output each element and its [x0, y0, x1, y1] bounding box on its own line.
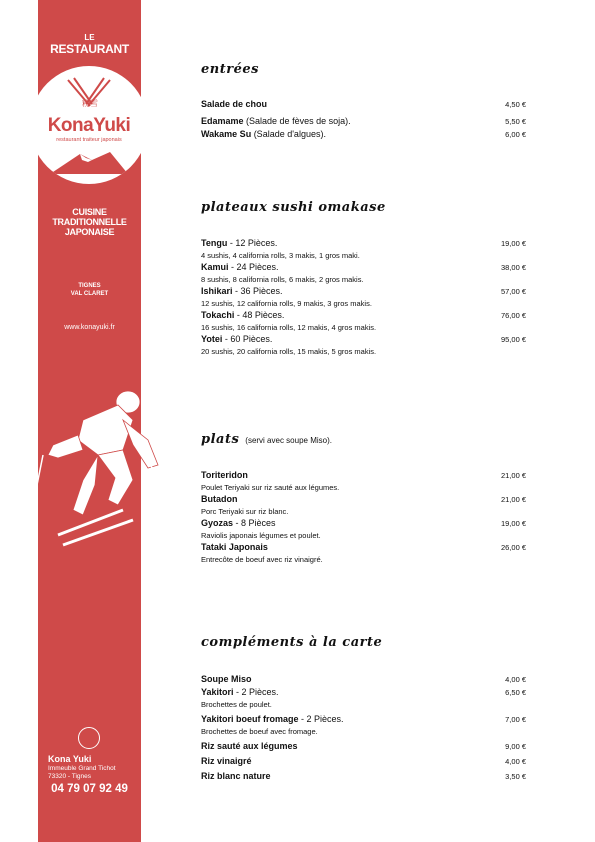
location-line: VAL CLARET — [70, 291, 109, 297]
sidebar-restaurant: RESTAURANT — [50, 42, 129, 56]
item-detail: - 12 Pièces. — [227, 238, 278, 248]
address-line: Immeuble Grand Tichot — [48, 765, 116, 772]
menu-item — [201, 128, 526, 141]
menu-item — [201, 541, 526, 565]
menu-item — [201, 98, 526, 111]
item-price: 5,50 € — [505, 117, 526, 126]
item-name: Riz sauté aux légumes — [201, 741, 298, 751]
item-line — [201, 770, 526, 783]
item-detail: - 36 Pièces. — [232, 286, 283, 296]
skier-illustration — [23, 360, 163, 560]
item-detail: - 2 Pièces. — [298, 714, 344, 724]
item-detail: - 2 Pièces. — [233, 687, 279, 697]
section-title-complements: compléments à la carte — [201, 635, 383, 650]
item-price: 6,50 € — [505, 688, 526, 697]
menu-item — [201, 237, 526, 261]
item-price: 9,00 € — [505, 742, 526, 751]
item-price: 26,00 € — [500, 543, 526, 552]
svg-text:粉雪: 粉雪 — [82, 99, 98, 108]
item-name: Tengu — [201, 238, 228, 248]
item-line — [201, 686, 526, 699]
menu-item — [201, 686, 526, 710]
item-name: Gyozas — [201, 518, 234, 528]
item-line — [201, 469, 526, 482]
item-line — [201, 755, 526, 768]
item-name: Kamui — [201, 262, 229, 272]
item-description: 8 sushis, 8 california rolls, 6 makis, 2 gros makis. — [201, 275, 364, 284]
item-price: 4,00 € — [505, 757, 526, 766]
item-name: Riz blanc nature — [201, 771, 271, 781]
item-name: Tokachi — [201, 310, 235, 320]
item-description: Brochettes de boeuf avec fromage. — [201, 727, 318, 736]
section-complements — [201, 673, 526, 783]
item-name: Yakitori boeuf fromage — [201, 714, 299, 724]
section-title-plateaux: plateaux sushi omakase — [201, 200, 386, 215]
item-detail: - 60 Pièces. — [222, 334, 273, 344]
item-description: Poulet Teriyaki sur riz sauté aux légumes. — [201, 483, 340, 492]
item-name: Tataki Japonais — [201, 542, 268, 552]
section-title-plats — [201, 432, 332, 447]
item-description: 4 sushis, 4 california rolls, 3 makis, 1 gros maki. — [201, 251, 360, 260]
location-line: TIGNES — [78, 283, 101, 289]
address-line: 73320 - Tignes — [48, 772, 92, 780]
item-name: Wakame Su — [201, 129, 252, 139]
item-description: Entrecôte de boeuf avec riz vinaigré. — [201, 555, 323, 564]
item-price: 76,00 € — [500, 311, 526, 320]
item-description: Brochettes de poulet. — [201, 700, 272, 709]
item-price: 7,00 € — [505, 715, 526, 724]
item-name: Edamame — [201, 116, 244, 126]
phone-number[interactable]: 04 79 07 92 49 — [51, 783, 128, 795]
item-line — [201, 713, 526, 726]
item-price: 21,00 € — [500, 495, 526, 504]
item-name: Soupe Miso — [201, 674, 252, 684]
item-detail: (Salade de fèves de soja). — [243, 116, 351, 126]
item-description: Porc Teriyaki sur riz blanc. — [201, 507, 289, 516]
item-line — [201, 333, 526, 346]
item-name: Yotei — [201, 334, 223, 344]
item-name: Yakitori — [201, 687, 234, 697]
section-title-text: plats — [201, 432, 240, 447]
item-price: 4,00 € — [505, 675, 526, 684]
section-plats — [201, 469, 526, 565]
item-price: 95,00 € — [500, 335, 526, 344]
item-price: 3,50 € — [505, 772, 526, 781]
logo — [30, 66, 148, 184]
menu-item — [201, 493, 526, 517]
menu-item — [201, 285, 526, 309]
item-description: 16 sushis, 16 california rolls, 12 makis, 4 gros makis. — [201, 323, 377, 332]
brand-name: KonaYuki — [47, 115, 131, 136]
item-price: 19,00 € — [500, 519, 526, 528]
menu-item — [201, 713, 526, 737]
menu-item — [201, 770, 526, 783]
item-price: 38,00 € — [500, 263, 526, 272]
section-note: (servi avec soupe Miso). — [245, 436, 332, 445]
item-detail: - 48 Pièces. — [234, 310, 285, 320]
item-description: 20 sushis, 20 california rolls, 15 makis, 5 gros makis. — [201, 347, 377, 356]
item-line — [201, 517, 526, 530]
address-block — [38, 754, 141, 780]
item-detail: (Salade d'algues). — [251, 129, 326, 139]
item-price: 19,00 € — [500, 239, 526, 248]
item-line — [201, 237, 526, 250]
menu-item — [201, 115, 526, 128]
badge-icon — [78, 727, 100, 749]
section-plateaux — [201, 237, 526, 357]
item-line — [201, 740, 526, 753]
item-name: Salade de chou — [201, 99, 268, 109]
item-line — [201, 115, 526, 128]
item-line — [201, 673, 526, 686]
cuisine-label — [38, 207, 141, 237]
item-line — [201, 493, 526, 506]
location-label — [38, 282, 141, 298]
item-name: Riz vinaigré — [201, 756, 252, 766]
menu-item — [201, 261, 526, 285]
brand-tagline: restaurant traiteur japonais — [56, 137, 122, 143]
item-price: 57,00 € — [500, 287, 526, 296]
item-line — [201, 261, 526, 274]
item-line — [201, 128, 526, 141]
address-name: Kona Yuki — [48, 754, 92, 764]
menu-item — [201, 309, 526, 333]
item-name: Butadon — [201, 494, 238, 504]
sidebar — [38, 0, 141, 842]
item-price: 21,00 € — [500, 471, 526, 480]
item-line — [201, 98, 526, 111]
menu-item — [201, 755, 526, 768]
item-description: Raviolis japonais légumes et poulet. — [201, 531, 321, 540]
item-name: Toriteridon — [201, 470, 248, 480]
item-name: Ishikari — [201, 286, 233, 296]
website-link[interactable]: www.konayuki.fr — [64, 324, 115, 331]
menu-item — [201, 333, 526, 357]
item-detail: - 24 Pièces. — [228, 262, 279, 272]
menu-item — [201, 469, 526, 493]
section-entrees — [201, 98, 526, 141]
cuisine-line: TRADITIONNELLE — [52, 217, 127, 227]
cuisine-line: JAPONAISE — [64, 227, 115, 237]
sidebar-le: LE — [84, 33, 95, 42]
item-line — [201, 309, 526, 322]
menu-item — [201, 740, 526, 753]
item-price: 4,50 € — [505, 100, 526, 109]
item-line — [201, 285, 526, 298]
item-detail: - 8 Pièces — [233, 518, 276, 528]
menu-item — [201, 517, 526, 541]
menu-item — [201, 673, 526, 686]
item-line — [201, 541, 526, 554]
section-title-entrees: entrées — [201, 62, 259, 77]
item-description: 12 sushis, 12 california rolls, 9 makis, 3 gros makis. — [201, 299, 372, 308]
item-price: 6,00 € — [505, 130, 526, 139]
cuisine-line: CUISINE — [72, 207, 107, 217]
